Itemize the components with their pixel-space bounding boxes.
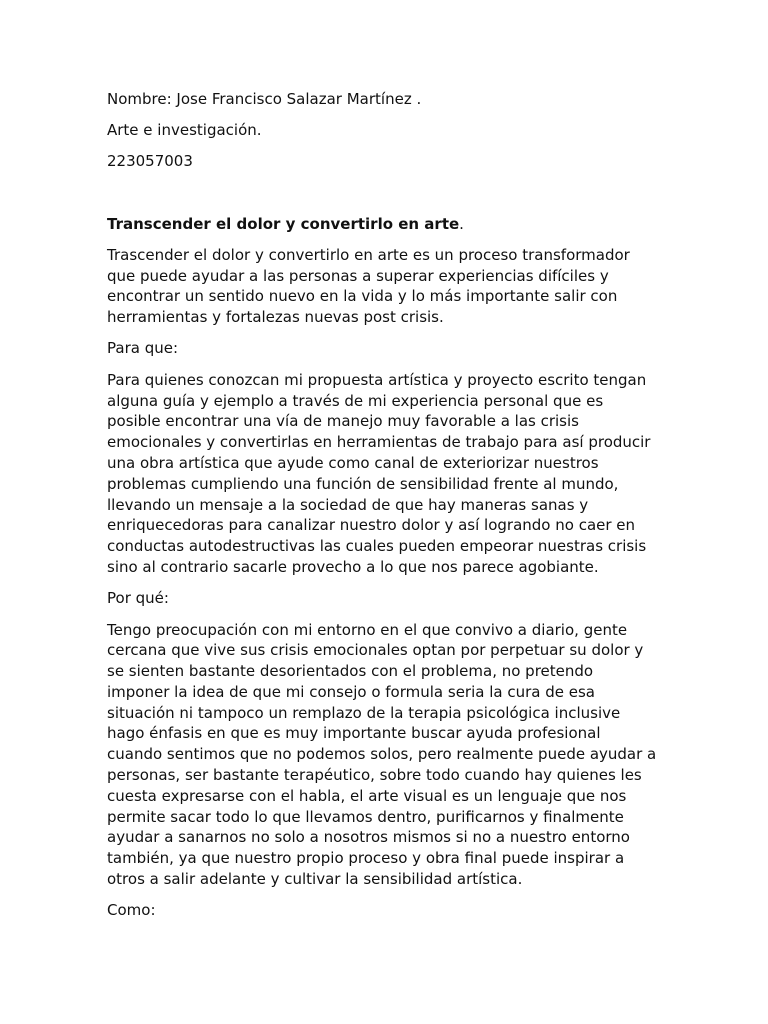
paragraph-line: se sienten bastante desorientados con el problema, no pretendo bbox=[107, 662, 594, 681]
section-label-para-que: Para que: bbox=[107, 339, 179, 358]
intro-paragraph bbox=[107, 245, 667, 328]
paragraph-line: llevando un mensaje a la sociedad de que hay maneras sanas y bbox=[107, 495, 589, 514]
paragraph-line: cuando sentimos que no podemos solos, pero realmente puede ayudar a bbox=[107, 745, 657, 764]
paragraph-line: permite sacar todo lo que llevamos dentro, purificarnos y finalmente bbox=[107, 807, 624, 826]
paragraph-line: personas, ser bastante terapéutico, sobre todo cuando hay quienes les bbox=[107, 766, 642, 785]
document-title-bold: Transcender el dolor y convertirlo en arte bbox=[107, 214, 460, 233]
paragraph-line: emocionales y convertirlas en herramientas de trabajo para así producir bbox=[107, 433, 651, 452]
student-id: 223057003 bbox=[107, 152, 193, 171]
paragraph-line: cercana que vive sus crisis emocionales optan por perpetuar su dolor y bbox=[107, 641, 644, 660]
document-page bbox=[107, 89, 667, 932]
paragraph-line: problemas cumpliendo una función de sensibilidad frente al mundo, bbox=[107, 474, 619, 493]
paragraph-line: imponer la idea de que mi consejo o formula seria la cura de esa bbox=[107, 682, 595, 701]
paragraph-line: encontrar un sentido nuevo en la vida y lo más importante salir con bbox=[107, 287, 618, 306]
paragraph-line: sino al contrario sacarle provecho a lo que nos parece agobiante. bbox=[107, 557, 599, 576]
section-label-por-que: Por qué: bbox=[107, 589, 169, 608]
paragraph-line: Tengo preocupación con mi entorno en el que convivo a diario, gente bbox=[107, 620, 628, 639]
paragraph-line: enriquecedoras para canalizar nuestro dolor y así logrando no caer en bbox=[107, 516, 636, 535]
paragraph-line: conductas autodestructivas las cuales pueden empeorar nuestras crisis bbox=[107, 537, 647, 556]
paragraph-line: alguna guía y ejemplo a través de mi experiencia personal que es bbox=[107, 391, 604, 410]
para-que-paragraph bbox=[107, 370, 667, 578]
paragraph-line: cuesta expresarse con el habla, el arte visual es un lenguaje que nos bbox=[107, 786, 627, 805]
document-title bbox=[107, 214, 667, 235]
paragraph-line: otros a salir adelante y cultivar la sensibilidad artística. bbox=[107, 870, 523, 889]
paragraph-line: que puede ayudar a las personas a superar experiencias difíciles y bbox=[107, 266, 609, 285]
author-name: Nombre: Jose Francisco Salazar Martínez . bbox=[107, 90, 422, 108]
paragraph-line: Trascender el dolor y convertirlo en arte es un proceso transformador bbox=[107, 245, 630, 264]
paragraph-line: hago énfasis en que es muy importante buscar ayuda profesional bbox=[107, 724, 601, 743]
paragraph-line: ayudar a sanarnos no solo a nosotros mismos si no a nuestro entorno bbox=[107, 828, 630, 847]
paragraph-line: Para quienes conozcan mi propuesta artística y proyecto escrito tengan bbox=[107, 370, 647, 389]
section-label-como: Como: bbox=[107, 901, 156, 920]
course-name: Arte e investigación. bbox=[107, 121, 262, 140]
paragraph-line: situación ni tampoco un remplazo de la terapia psicológica inclusive bbox=[107, 703, 621, 722]
por-que-paragraph bbox=[107, 620, 667, 890]
paragraph-line: una obra artística que ayude como canal de exteriorizar nuestros bbox=[107, 453, 599, 472]
blank-space bbox=[107, 183, 667, 214]
paragraph-line: posible encontrar una vía de manejo muy favorable a las crisis bbox=[107, 412, 579, 431]
document-title-period: . bbox=[459, 214, 464, 233]
paragraph-line: herramientas y fortalezas nuevas post crisis. bbox=[107, 308, 444, 327]
paragraph-line: también, ya que nuestro propio proceso y obra final puede inspirar a bbox=[107, 849, 625, 868]
